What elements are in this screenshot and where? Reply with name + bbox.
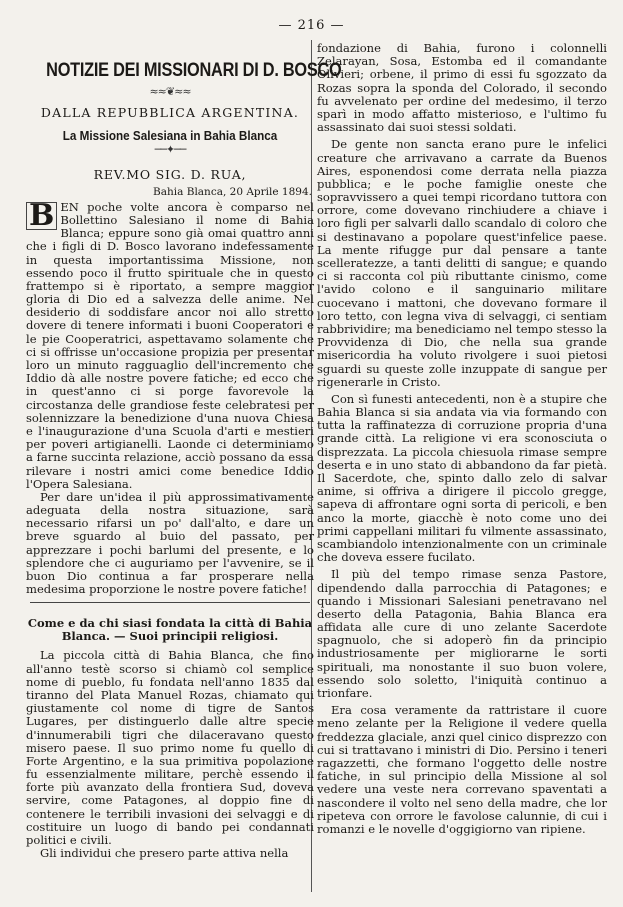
section-heading: Come e da chi siasi fondata la città di Bahia Blanca. — Suoi principii religiosi. xyxy=(27,616,313,644)
mission-title: La Missione Salesiana in Bahia Blanca xyxy=(62,128,278,144)
paragraph: Il più del tempo rimase senza Pastore, dipendendo dalla parrocchia di Patagones; e quando i Missionari Salesiani penetravano nel deserto della Patagonia, Bahia Blanca era affidata alle cure di uno zelante Sacerdote spagnuolo, che si adoperò fin da principio industriosamente per migliorarne le sorti spirituali, ma nonostante il suo buon volere, essendo solo soletto, l'iniquità continuo a trionfare. xyxy=(317,567,607,700)
paragraph: Per dare un'idea il più approssimativamente adeguata della nostra situazione, sarà necessario rifarsi un po' dall'alto, e dare un breve sguardo al buio del passato, per apprezzare i pochi barlumi del presente, e lo splendore che ci auguriamo per l'avvenire, se il buon Dio continua a far prosperare nella medesima proporzione le nostre povere fatiche! xyxy=(26,489,314,597)
paragraph: Con sì funesti antecedenti, non è a stupire che Bahia Blanca si sia andata via via formando con tutta la raffinatezza di corruzione propria d'una grande città. La religione vi era sconosciuta o disprezzata. La piccola chiesuola rimase sempre deserta e in uno stato di abbandono da far pietà. Il Sacerdote, che, spinto dallo zelo di salvar anime, si offriva a dirigere il piccolo gregge, sapeva di affrontare ogni sorta di pericoli, e ben anco la morte, giacchè è noto come uno dei primi cappellani militari fu vilmente assassinato, scambiandolo intenzionalmente con un criminale che doveva essere fucilato. xyxy=(317,391,607,565)
paragraph: Era cosa veramente da rattristare il cuore meno zelante per la Religione il vedere quella freddezza glaciale, anzi quel cinico disprezzo con cui si trattavano i ministri di Dio. Persino i teneri ragazzetti, che formano l'oggetto delle nostre fatiche, in sul principio della Missione al sol vedere una veste nera correvano spaventati a nascondere il volto nel seno della madre, che lor ripeteva con orrore le favolose calunnie, di cui i romanzi e le novelle d'oggigiorno van ripiene. xyxy=(317,703,607,836)
paragraph: Gli individui che presero parte attiva nella xyxy=(40,846,289,861)
ornament-divider: ≈≈❦≈≈ xyxy=(149,85,191,98)
drop-cap: B xyxy=(26,202,57,230)
paragraph: fondazione di Bahia, furono i colonnelli Zelarayan, Sosa, Estomba ed il comandante Olivieri; orbene, il primo di essi fu sgozzato da Rozas sopra la sponda del Colorado, il secondo fu avvelenato per ordine del medesimo, il terzo sparì in modo affatto misterioso, e l'ultimo fu assassinato dai suoi stessi soldati. xyxy=(317,41,607,135)
dateline: Bahia Blanca, 20 Aprile 1894. xyxy=(153,185,312,198)
salutation: REV.MO SIG. D. RUA, xyxy=(93,167,247,183)
paragraph: B EN poche volte ancora è comparso nel Bollettino Salesiano il nome di Bahia Blanca; eppure sono già omai quattro anni che i figli di D. Bosco lavorano indefessamente in questa importantissima Missione, non essendo poco il frutto spirituale che in questo frattempo si è riportato, a sempre maggior gloria di Dio ed a salvezza delle anime. Nel desiderio di soddisfare ancor noi allo stretto dovere di tenere informati i buoni Cooperatori e le pie Cooperatrici, aspettavamo solamente che ci si offrisse un'occasione propizia per presentar loro un minuto ragguaglio dell'incremento che Iddio dà alle nostre povere fatiche; ed ecco che in quest'anno ci si porge favorevole la circostanza delle grandiose feste celebratesi per solennizzare la benedizione d'una nuova Chiesa e l'inaugurazione d'una Scuola d'arti e mestieri per poveri artigianelli. Laonde ci determiniamo a farne succinta relazione, acciò possano da essa rilevare i nostri amici come benedice Iddio l'Opera Salesiana. xyxy=(26,197,314,491)
right-column xyxy=(317,42,607,836)
masthead-title: NOTIZIE DEI MISSIONARI DI D. BOSCO xyxy=(46,60,342,81)
paragraph: De gente non sancta erano pure le infelici creature che arrivavano a carrate da Buenos Aires, esponendosi come derrata nella piazza pubblica; e le poche famiglie oneste che sopravvissero a quei tempi ricordano tuttora con orrore, come dovevano rinchiudere a chiave i loro figli per salvarli dallo scandalo di coloro che si destinavano a popolare quest'infelice paese. La mente rifugge pur dal pensare a tante scelleratezze, a tanti delitti di sangue; e quando ci si racconta col più ributtante cinismo, come l'avido colono e il sanguinario militare cuocevano i mattoni, che dovevano formare il loro tetto, con legna viva di selvaggi, ci sentiam rabbrividire; ma benediciamo nel tempo stesso la Provvidenza di Dio, che nella sua grande misericordia ha voluto rivolgere i suoi pietosi sguardi su queste zolle inzuppate di sangue per rigenerarle in Cristo. xyxy=(317,137,607,389)
paragraph: La piccola città di Bahia Blanca, che fino all'anno testè scorso si chiamò col semplice nome di pueblo, fu fondata nell'anno 1835 dal tiranno del Plata Manuel Rozas, chiamato qui giustamente col nome di tigre de Santos Lugares, per distinguerlo dalle altre specie d'innumerabili tigri che dilaceravano questo misero paese. Il suo primo nome fu quello di Forte Argentino, e la sua primitiva popolazione fu essenzialmente militare, perchè essendo il forte più avanzato della frontiera Sud, doveva servire, come Patagones, al doppio fine di contenere le terribili invasioni dei selvaggi e di costituire un luogo di bando pei condannati politici e civili. xyxy=(26,648,314,847)
left-column xyxy=(26,42,342,861)
page-number: — 216 — xyxy=(278,18,345,33)
ornament-divider-2: ──✦── xyxy=(154,143,186,157)
subheading: DALLA REPUBBLICA ARGENTINA. xyxy=(40,105,300,120)
section-divider xyxy=(30,602,310,603)
